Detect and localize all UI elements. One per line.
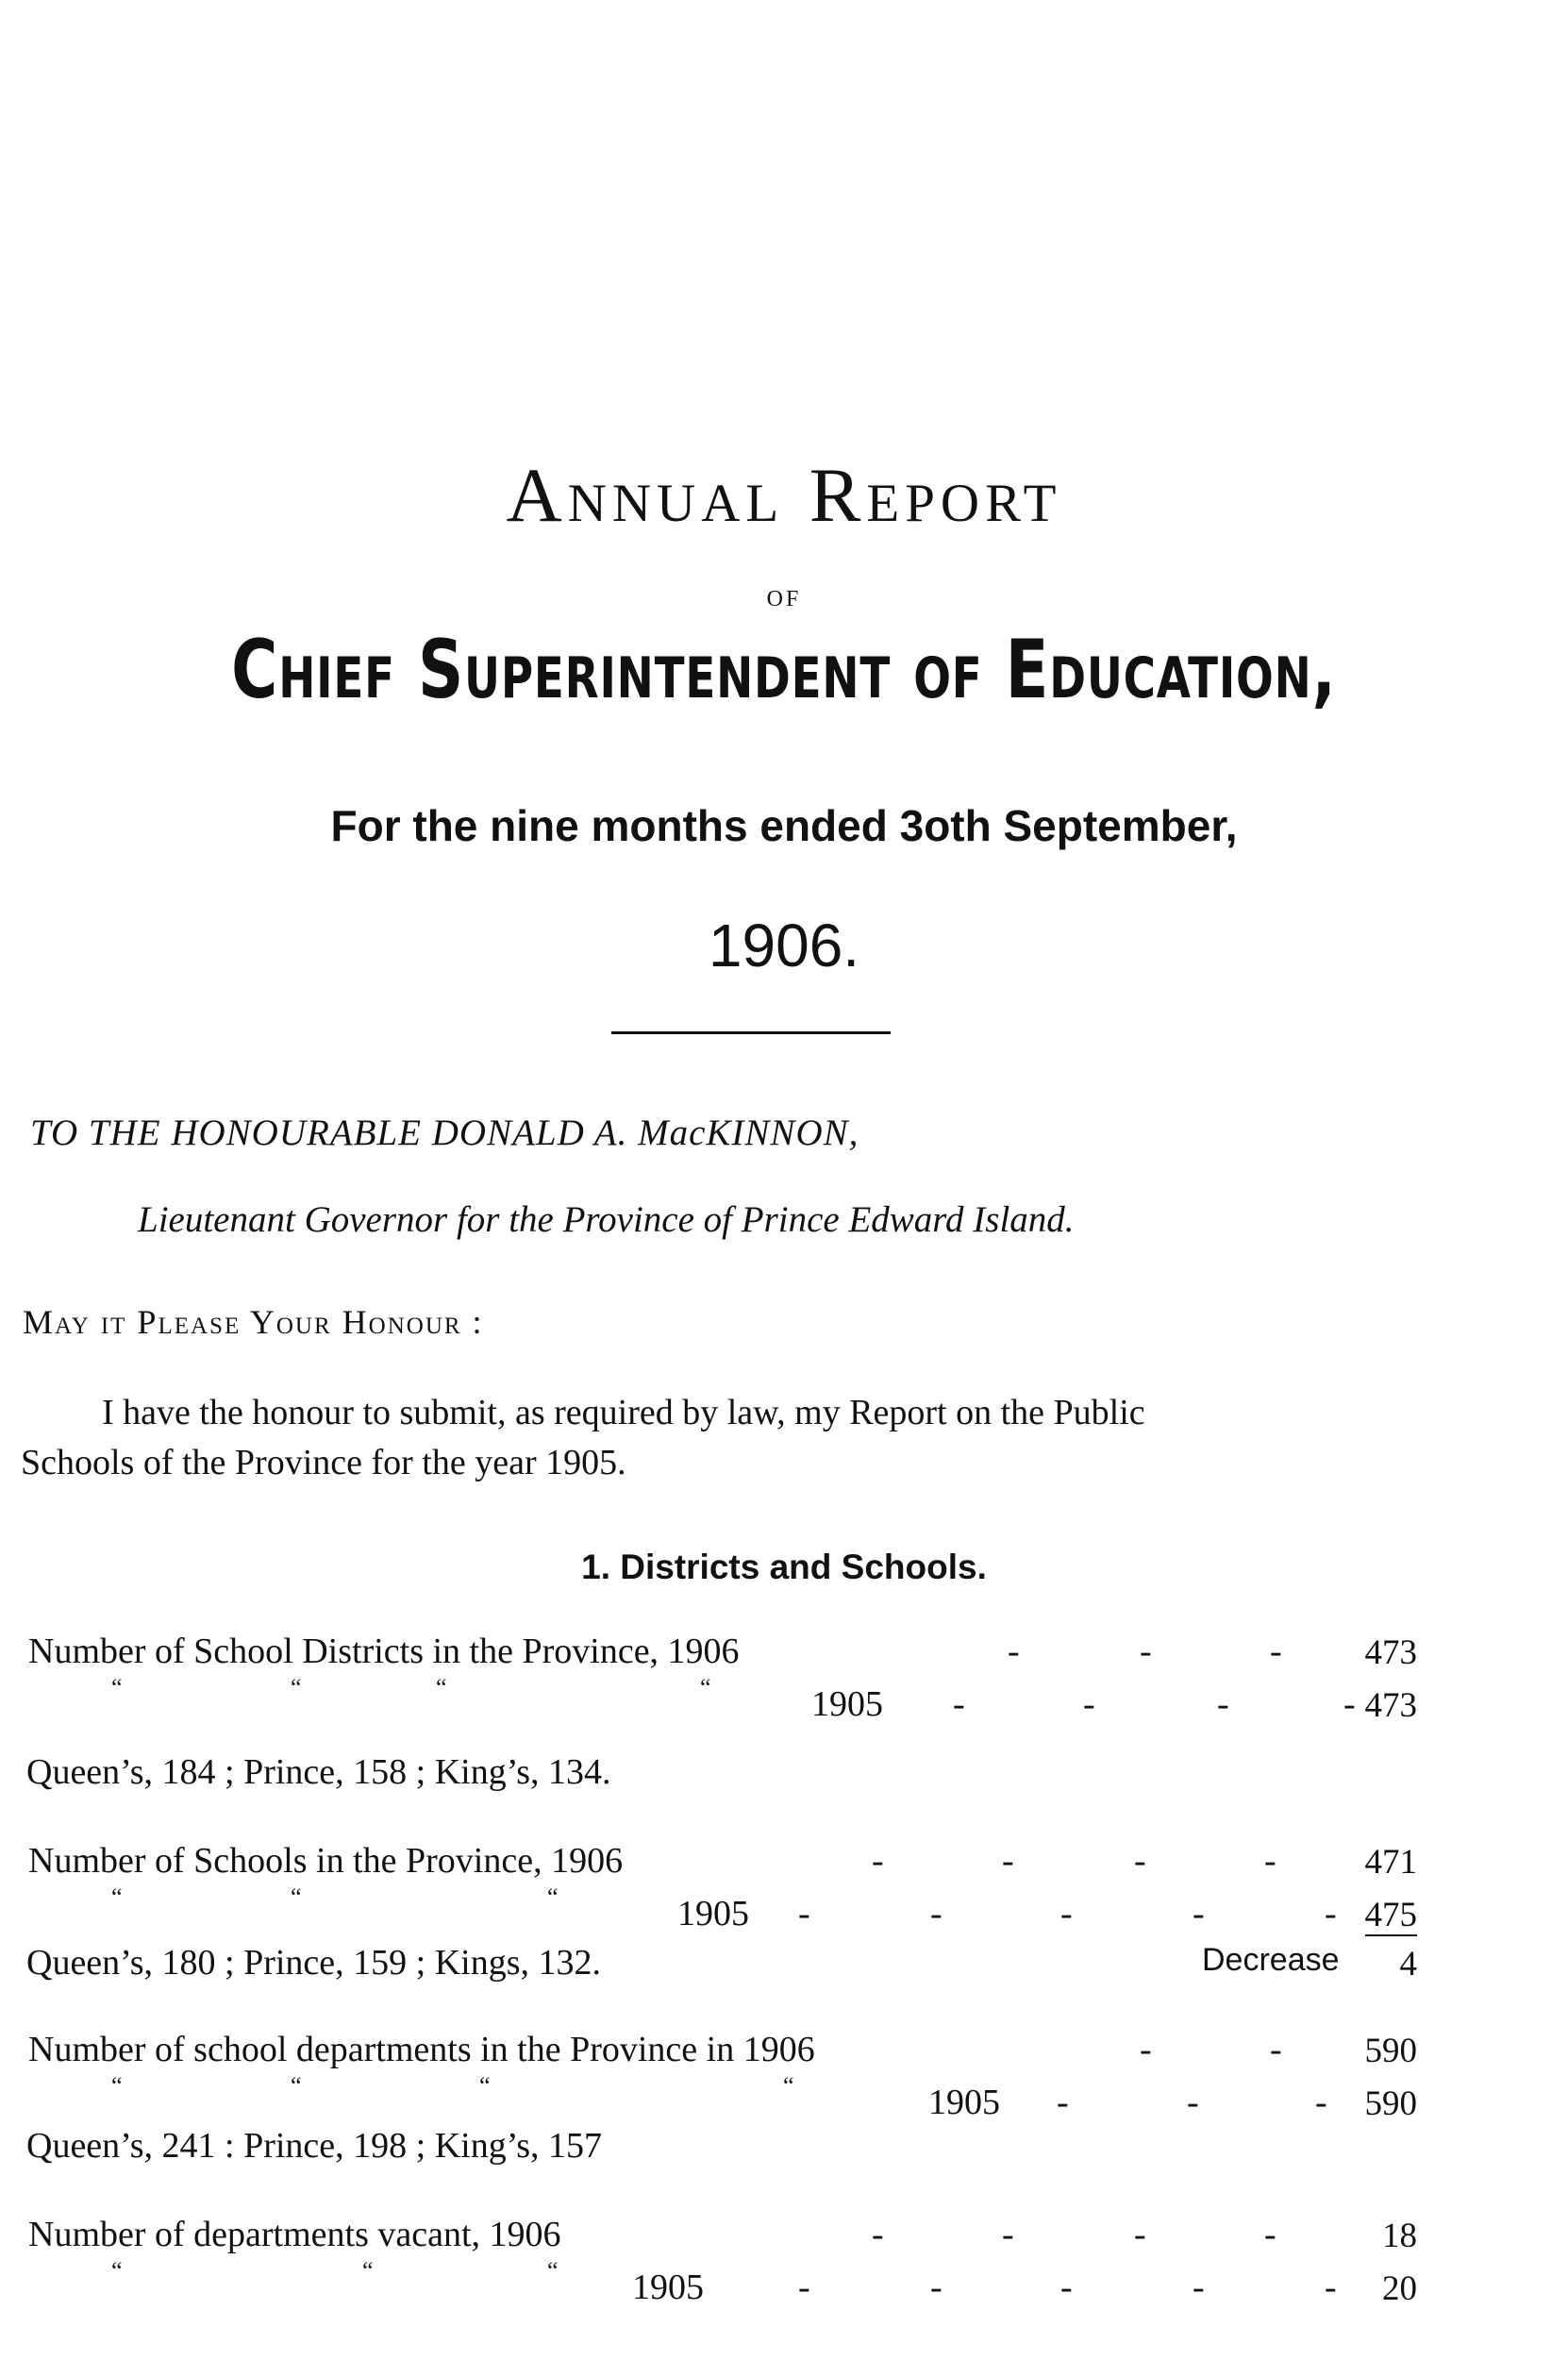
ditto-mark: “ (436, 1674, 447, 1701)
row-departments-1906-label: Number of school departments in the Province in 1906 (28, 2030, 815, 2069)
leader-dash: - (1002, 1841, 1014, 1881)
ditto-mark: “ (291, 1674, 302, 1701)
row-vacant-1906-label: Number of departments vacant, 1906 (28, 2215, 561, 2254)
row-districts-1905-value: 473 (1364, 1686, 1417, 1725)
row-schools-1906-value: 471 (1364, 1843, 1417, 1882)
leader-dash: - (1140, 2030, 1152, 2069)
leader-dash: - (1343, 1684, 1356, 1724)
row-districts-breakdown: Queen’s, 184 ; Prince, 158 ; King’s, 134. (26, 1752, 611, 1792)
leader-dash: - (1315, 2083, 1327, 2122)
row-vacant-1906-value: 18 (1382, 2217, 1417, 2255)
title-divider (611, 1031, 891, 1034)
report-year: 1906. (708, 912, 860, 979)
row-departments-breakdown: Queen’s, 241 : Prince, 198 ; King’s, 157 (26, 2126, 603, 2166)
leader-dash: - (1193, 1894, 1205, 1933)
leader-dash: - (798, 2268, 810, 2307)
ditto-mark: “ (291, 1883, 302, 1911)
leader-dash: - (1002, 2215, 1014, 2254)
leader-dash: - (1134, 2215, 1146, 2254)
ditto-mark: “ (479, 2072, 491, 2100)
ditto-mark: “ (700, 1674, 711, 1701)
leader-dash: - (1187, 2083, 1199, 2122)
leader-dash: - (1193, 2268, 1205, 2307)
row-departments-1906-value: 590 (1364, 2032, 1417, 2070)
period-line: For the nine months ended 3oth September, (330, 801, 1238, 850)
ditto-mark: “ (111, 2072, 123, 2100)
leader-dash: - (1325, 2268, 1337, 2307)
leader-dash: - (872, 2215, 884, 2254)
intro-paragraph-line-2: Schools of the Province for the year 1905. (21, 1443, 626, 1482)
ditto-mark: “ (111, 2257, 123, 2285)
row-schools-1905-value-text: 475 (1364, 1896, 1417, 1934)
row-schools-breakdown: Queen’s, 180 ; Prince, 159 ; Kings, 132. (26, 1943, 602, 1983)
leader-dash: - (1264, 1841, 1276, 1881)
row-departments-1905-year: 1905 (928, 2083, 1000, 2122)
row-districts-1905-year: 1905 (811, 1684, 883, 1724)
leader-dash: - (1270, 1632, 1282, 1671)
row-schools-1905-value (1332, 1895, 1417, 1935)
report-title: Annual Report (506, 452, 1062, 538)
ditto-mark: “ (291, 2072, 302, 2100)
leader-dash: - (1134, 1841, 1146, 1881)
row-districts-1906-label: Number of School Districts in the Province, 1906 (28, 1632, 740, 1671)
leader-dash: - (1060, 2268, 1073, 2307)
office-title: Chief Superintendent of Education, (231, 623, 1337, 717)
leader-dash: - (798, 1894, 810, 1933)
row-districts-1906-value: 473 (1364, 1633, 1417, 1672)
ditto-mark: “ (547, 1883, 559, 1911)
row-vacant-1905-value: 20 (1382, 2269, 1417, 2308)
leader-dash: - (1008, 1632, 1020, 1671)
leader-dash: - (872, 1841, 884, 1881)
leader-dash: - (1325, 1894, 1337, 1933)
row-schools-1906-label: Number of Schools in the Province, 1906 (28, 1841, 624, 1881)
decrease-label: Decrease (1202, 1942, 1340, 1978)
ditto-mark: “ (783, 2072, 794, 2100)
decrease-value: 4 (1399, 1945, 1417, 1983)
section-heading: 1. Districts and Schools. (581, 1548, 987, 1586)
leader-dash: - (1140, 1632, 1152, 1671)
row-vacant-1905-year: 1905 (632, 2268, 704, 2307)
leader-dash: - (1270, 2030, 1282, 2069)
leader-dash: - (1057, 2083, 1069, 2122)
title-connector: OF (766, 587, 802, 611)
leader-dash: - (930, 2268, 942, 2307)
leader-dash: - (1060, 1894, 1073, 1933)
leader-dash: - (930, 1894, 942, 1933)
row-departments-1905-value: 590 (1364, 2084, 1417, 2123)
ditto-mark: “ (111, 1883, 123, 1911)
leader-dash: - (1264, 2215, 1276, 2254)
ditto-mark: “ (362, 2257, 374, 2285)
ditto-mark: “ (111, 1674, 123, 1701)
leader-dash: - (1083, 1684, 1095, 1724)
row-schools-1905-year: 1905 (677, 1894, 749, 1933)
leader-dash: - (1217, 1684, 1229, 1724)
ditto-mark: “ (547, 2257, 559, 2285)
leader-dash: - (953, 1684, 965, 1724)
addressee: TO THE HONOURABLE DONALD A. MacKINNON, (30, 1113, 859, 1153)
intro-paragraph-line-1: I have the honour to submit, as required by law, my Report on the Public (102, 1393, 1145, 1432)
addressee-title: Lieutenant Governor for the Province of Prince Edward Island. (138, 1199, 1075, 1240)
salutation: May it Please Your Honour : (23, 1303, 484, 1341)
